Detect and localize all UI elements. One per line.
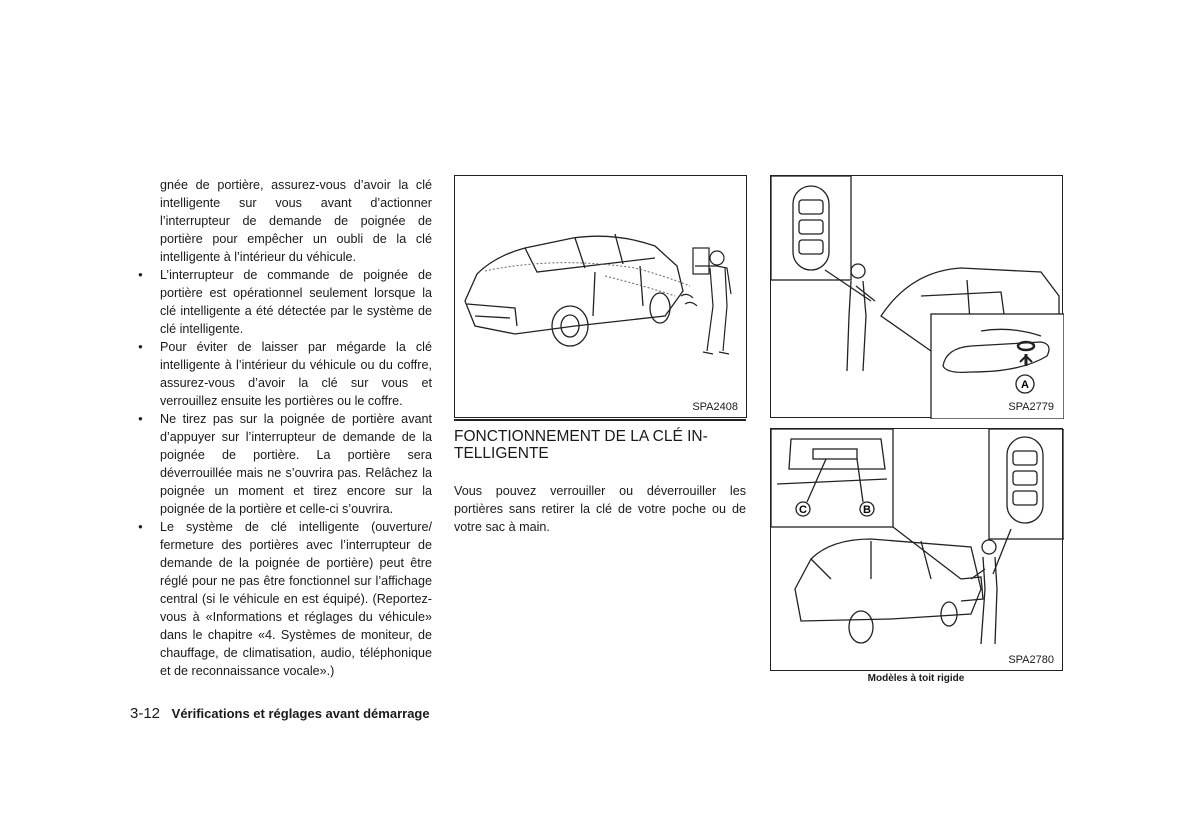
figure-tailgate [770, 428, 1063, 671]
section-intro: Vous pouvez verrouiller ou déverrouiller les portières sans retirer la clé de votre poche ou de votre sac à main. [454, 483, 746, 534]
continued-paragraph: gnée de portière, assurez-vous d’avoir la clé intelligente sur vous avant d’actionner l’interrupteur de demande de poignée de portière pour empêcher un oubli de la clé intelligente à l’intérieur du véhicule. [160, 178, 432, 264]
bullet-item: ● Ne tirez pas sur la poignée de portière avant d’appuyer sur l’interrupteur de demande de la poignée de portière. La portière sera déverrouillée mais ne s’ouvrira pas. Relâchez la poignée un moment et tirez encore sur la poignée de la portière et celle-ci s’ouvrira. [138, 410, 432, 518]
section-heading-line1: FONCTIONNEMENT DE LA CLÉ IN- [454, 428, 708, 445]
bullet-item: ● L’interrupteur de commande de poignée de portière est opérationnel seulement lorsque la clé intelligente a été détectée par le système de clé intelligente. [138, 266, 432, 338]
door-handle-illustration [771, 176, 1064, 419]
left-text-column [138, 176, 432, 680]
bullet-item: ● Pour éviter de laisser par mégarde la clé intelligente à l’intérieur du véhicule ou du coffre, assurez-vous d’avoir la clé sur vous et verrouillez ensuite les portières ou le coffre. [138, 338, 432, 410]
footer-section-title: Vérifications et réglages avant démarrage [171, 706, 430, 721]
callout-a: A [1021, 379, 1029, 391]
car-approach-illustration [455, 176, 748, 419]
figure-code: SPA2408 [692, 401, 738, 413]
figure-car-approach [454, 175, 747, 418]
callout-c: C [799, 504, 807, 516]
bullet-item: ● Le système de clé intelligente (ouverture/ fermeture des portières avec l’interrupteur de demande de la poignée de portière) peut être réglé pour ne pas être fonctionnel sur l’affichage central (si le véhicule en est équipé). (Reportez-vous à «Informations et réglages du véhicule» dans le chapitre «4. Systèmes de moniteur, de chauffage, de climatisation, audio, téléphonique et de reconnaissance vocale».) [138, 518, 432, 680]
figure-code: SPA2780 [1008, 654, 1054, 666]
page-number: 3-12 [130, 705, 161, 722]
section-heading-line2: TELLIGENTE [454, 445, 549, 462]
tailgate-illustration [771, 429, 1064, 672]
section-rule [454, 419, 746, 421]
section-heading [454, 428, 744, 462]
figure-code: SPA2779 [1008, 401, 1054, 413]
figure-door-handle [770, 175, 1063, 418]
callout-b: B [863, 504, 871, 516]
figure-caption: Modèles à toit rigide [867, 673, 965, 684]
page-footer [130, 705, 430, 722]
